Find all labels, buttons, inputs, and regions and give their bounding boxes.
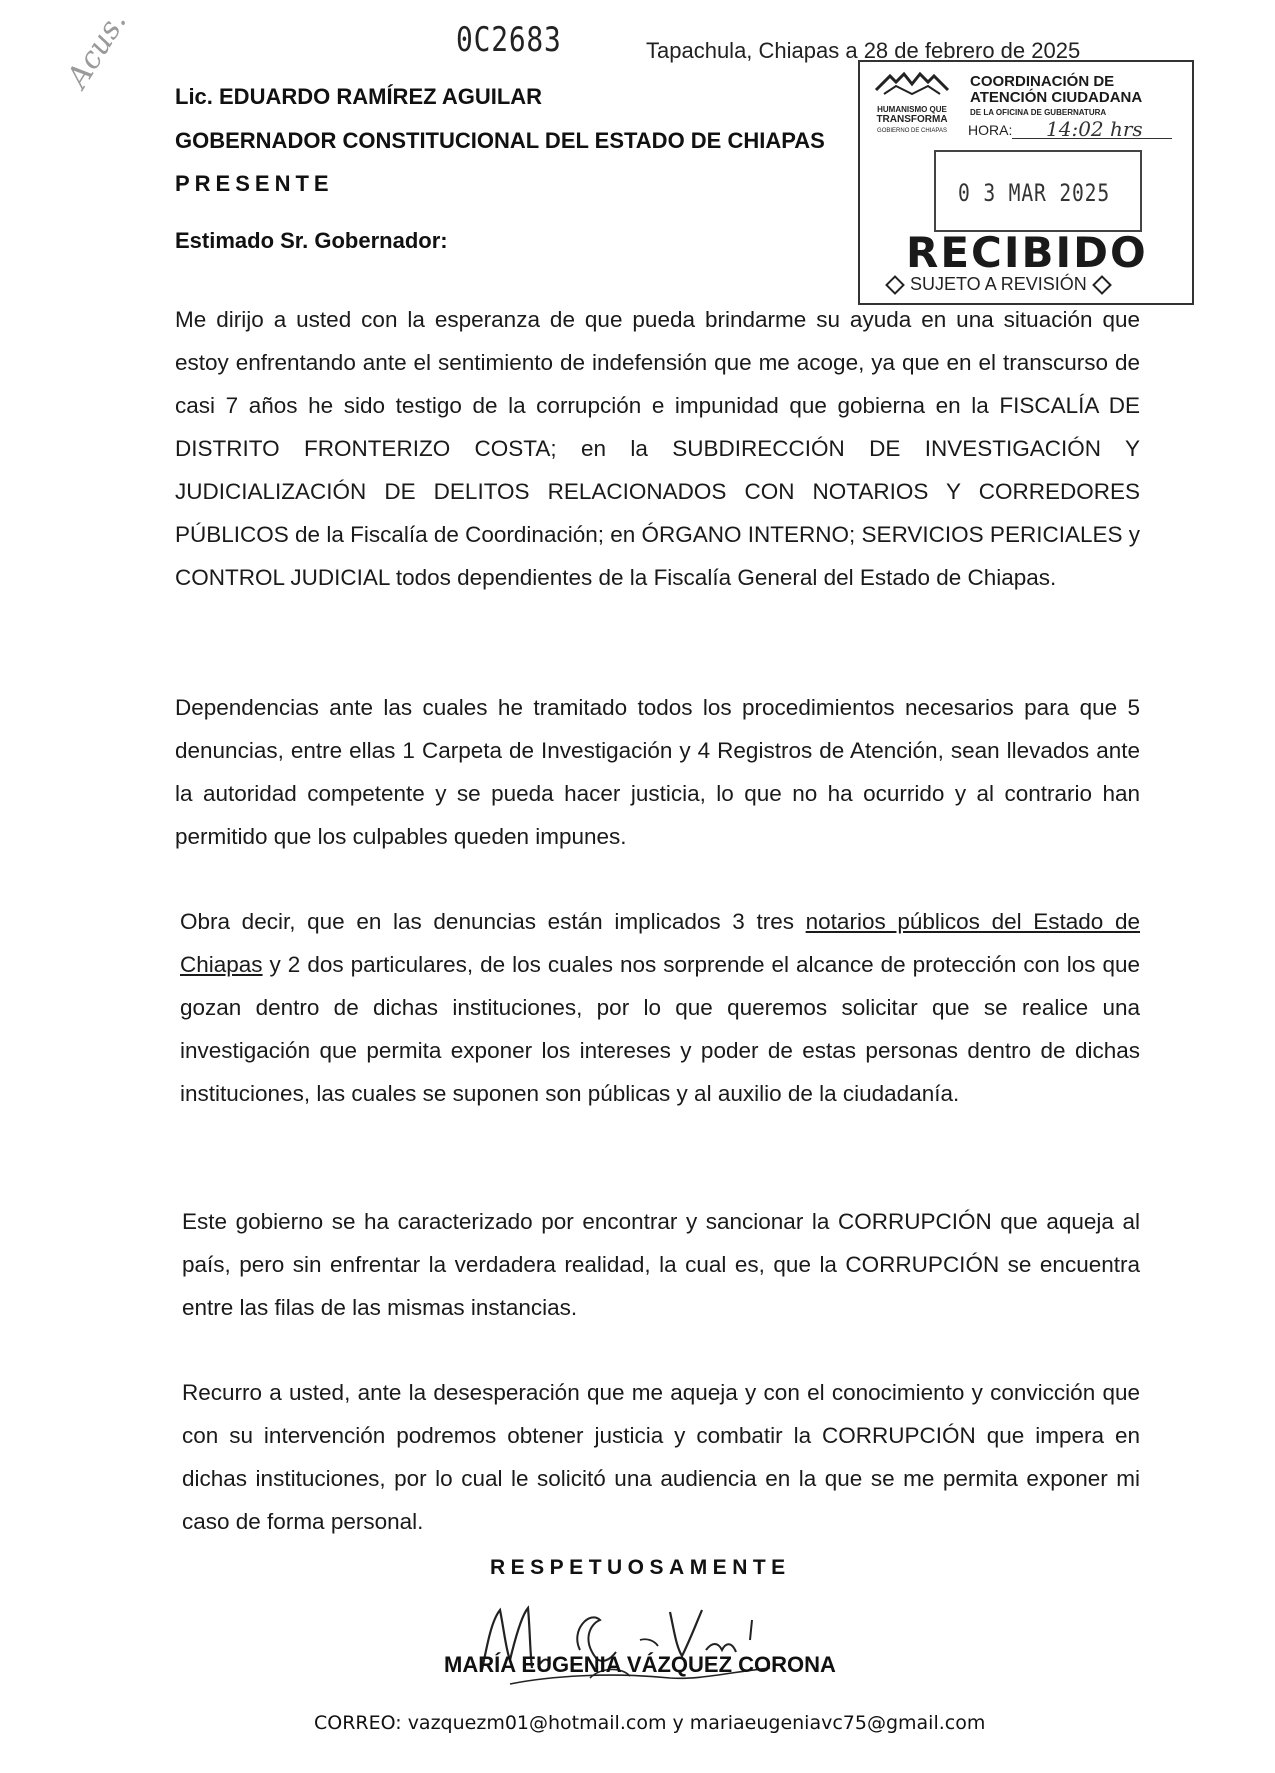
place-date: Tapachula, Chiapas a 28 de febrero de 2025 <box>646 38 1081 63</box>
government-logo-icon <box>866 68 958 140</box>
paragraph-4: Este gobierno se ha caracterizado por encontrar y sancionar la CORRUPCIÓN que aqueja al país, pero sin enfrentar la verdadera realidad, la cual es, que la CORRUPCIÓN se encuentra entre las filas de las mismas instancias. <box>182 1209 1140 1320</box>
paragraph-3-start: Obra decir, que en las denuncias están implicados 3 tres <box>180 909 806 934</box>
stamp-review-text: SUJETO A REVISIÓN <box>910 274 1087 294</box>
paragraph-5: Recurro a usted, ante la desesperación que me aqueja y con el conocimiento y convicción que con su intervención podremos obtener justicia y combatir la CORRUPCIÓN que impera en dichas instituciones, por lo cual le solicitó una audiencia en la que se me permita exponer mi caso de forma personal. <box>182 1380 1140 1534</box>
logo-text-3: GOBIERNO DE CHIAPAS <box>877 128 947 134</box>
stamp-hora-label: HORA: <box>968 122 1013 138</box>
paragraph-3-end: y 2 dos particulares, de los cuales nos sorprende el alcance de protección con los que gozan dentro de dichas instituciones, por lo que queremos solicitar que se realice una investigación que permita exponer los intereses y poder de estas personas dentro de dichas instituciones, las cuales se suponen son públicas y al auxilio de la ciudadanía. <box>180 952 1140 1106</box>
stamp-review-line <box>880 274 1117 295</box>
greeting: Estimado Sr. Gobernador: <box>175 228 448 253</box>
closing: RESPETUOSAMENTE <box>490 1556 791 1579</box>
logo-text-1: HUMANISMO QUE <box>877 105 947 114</box>
paragraph-3-underlined: notarios públicos del Estado de Chiapas <box>180 909 1140 977</box>
diamond-icon <box>885 275 905 295</box>
signer-name: MARÍA EUGENIA VÁZQUEZ CORONA <box>444 1652 836 1677</box>
stamp-title-line1: COORDINACIÓN DE <box>970 73 1115 90</box>
presente-heading: PRESENTE <box>175 171 334 196</box>
stamp-title-line2: ATENCIÓN CIUDADANA <box>970 89 1143 106</box>
paragraph-3 <box>180 900 1140 1115</box>
contact-email: CORREO: vazquezm01@hotmail.com y mariaeugeniavc75@gmail.com <box>314 1712 986 1734</box>
paragraph-2: Dependencias ante las cuales he tramitado todos los procedimientos necesarios para que 5 denuncias, entre ellas 1 Carpeta de Investigación y 4 Registros de Atención, sean llevados ante la autoridad competente y se pueda hacer justicia, lo que no ha ocurrido y al contrario han permitido que los culpables queden impunes. <box>175 695 1140 849</box>
reception-stamp <box>858 60 1194 305</box>
stamp-subtitle: DE LA OFICINA DE GUBERNATURA <box>970 108 1107 117</box>
stamp-title <box>970 74 1142 106</box>
recipient-name: Lic. EDUARDO RAMÍREZ AGUILAR <box>175 84 543 109</box>
diamond-icon <box>1092 275 1112 295</box>
paragraph-1: Me dirijo a usted con la esperanza de que pueda brindarme su ayuda en una situación que estoy enfrentando ante el sentimiento de indefensión que me acoge, ya que en el transcurso de casi 7 años he sido testigo de la corrupción e impunidad que gobierna en la FISCALÍA DE DISTRITO FRONTERIZO COSTA; en la SUBDIRECCIÓN DE INVESTIGACIÓN Y JUDICIALIZACIÓN DE DELITOS RELACIONADOS CON NOTARIOS Y CORREDORES PÚBLICOS de la Fiscalía de Coordinación; en ÓRGANO INTERNO; SERVICIOS PERICIALES y CONTROL JUDICIAL todos dependientes de la Fiscalía General del Estado de Chiapas. <box>175 307 1140 590</box>
folio-number: 0C2683 <box>456 20 562 60</box>
recipient-title: GOBERNADOR CONSTITUCIONAL DEL ESTADO DE CHIAPAS <box>175 128 825 153</box>
stamp-received: RECIBIDO <box>906 228 1148 277</box>
margin-handwritten-note: Acus. <box>60 5 134 95</box>
logo-text-2: TRANSFORMA <box>876 114 948 125</box>
stamp-date: 0 3 MAR 2025 <box>958 179 1111 207</box>
stamp-hora-value: 14:02 hrs <box>1046 117 1143 141</box>
